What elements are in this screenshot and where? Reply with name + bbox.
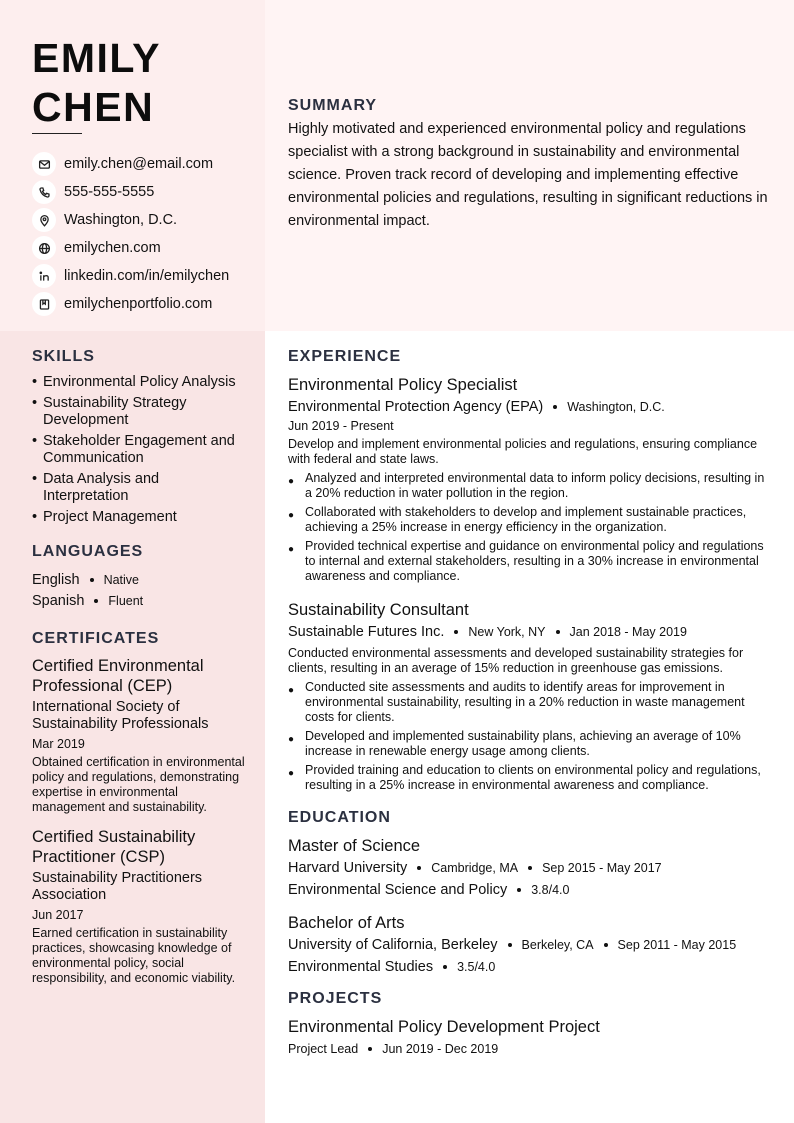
certificate-org: International Society of Sustainability Professionals — [32, 699, 209, 732]
contact-website-text: emilychen.com — [64, 240, 161, 256]
candidate-name — [32, 34, 252, 132]
linkedin-icon — [32, 264, 56, 288]
job-company: Sustainable Futures Inc. — [288, 624, 445, 640]
summary-section — [288, 97, 774, 233]
certificate-title: Certified Sustainability Practitioner (CSP) — [32, 828, 196, 866]
job-dates: Jun 2019 - Present — [288, 419, 394, 433]
first-name: EMILY — [32, 35, 162, 81]
certificates-section — [32, 630, 247, 986]
summary-heading: SUMMARY — [288, 97, 378, 114]
separator-dot — [556, 630, 560, 634]
projects-section — [288, 990, 774, 1059]
education-item — [288, 913, 774, 977]
separator-dot — [528, 866, 532, 870]
job-dates: Jan 2018 - May 2019 — [569, 625, 687, 639]
language-level: Fluent — [108, 593, 144, 608]
field-of-study: Environmental Studies — [288, 959, 434, 975]
skills-heading: SKILLS — [32, 348, 95, 365]
project-title: Environmental Policy Development Project — [288, 1018, 600, 1036]
school-name: University of California, Berkeley — [288, 937, 498, 953]
job-item — [288, 600, 774, 793]
skill-item: • Project Management — [32, 509, 177, 525]
left-column — [32, 348, 247, 998]
phone-icon — [32, 180, 56, 204]
contact-linkedin-text: linkedin.com/in/emilychen — [64, 268, 230, 284]
project-item — [288, 1017, 774, 1059]
contact-location — [32, 206, 262, 234]
name-divider — [32, 133, 82, 134]
education-item — [288, 836, 774, 900]
education-dates: Sep 2015 - May 2017 — [542, 861, 662, 875]
contact-phone-text: 555-555-5555 — [64, 184, 155, 200]
job-company: Environmental Protection Agency (EPA) — [288, 399, 544, 415]
language-item — [32, 569, 247, 590]
separator-dot — [94, 599, 98, 603]
certificate-item — [32, 656, 247, 815]
projects-heading: PROJECTS — [288, 990, 383, 1007]
school-name: Harvard University — [288, 860, 408, 876]
location-pin-icon — [32, 208, 56, 232]
job-bullet: ● Provided technical expertise and guidance on environmental policy and regulations to internal and external stakeholders, resulting in a 30% increase in environmental awareness and compliance. — [288, 539, 764, 583]
degree-title: Master of Science — [288, 837, 421, 855]
language-item — [32, 590, 247, 611]
job-meta — [288, 397, 774, 417]
job-bullet: ● Analyzed and interpreted environmental data to inform policy decisions, resulting in a 20% reduction in water pollution in the region. — [288, 471, 765, 500]
mail-icon — [32, 152, 56, 176]
job-description: Develop and implement environmental policies and regulations, ensuring compliance with federal and state laws. — [288, 437, 758, 466]
separator-dot — [517, 888, 521, 892]
gpa: 3.5/4.0 — [457, 960, 496, 974]
contact-portfolio[interactable] — [32, 290, 262, 318]
separator-dot — [90, 578, 94, 582]
gpa: 3.8/4.0 — [531, 883, 570, 897]
certificate-title: Certified Environmental Professional (CEP) — [32, 657, 204, 695]
job-location: New York, NY — [468, 625, 546, 639]
languages-heading: LANGUAGES — [32, 543, 144, 560]
job-bullet: ● Developed and implemented sustainability plans, achieving an average of 10% increase in renewable energy usage among clients. — [288, 729, 741, 758]
globe-icon — [32, 236, 56, 260]
certificate-date: Jun 2017 — [32, 908, 84, 922]
separator-dot — [508, 943, 512, 947]
job-bullets — [288, 471, 774, 584]
degree-title: Bachelor of Arts — [288, 914, 405, 932]
language-name: Spanish — [32, 592, 85, 609]
portfolio-icon — [32, 292, 56, 316]
experience-heading: EXPERIENCE — [288, 348, 402, 365]
job-bullet: ● Conducted site assessments and audits to identify areas for improvement in environmental sustainability, resulting in a 20% reduction in waste management costs for clients. — [288, 680, 745, 724]
project-dates: Jun 2019 - Dec 2019 — [382, 1042, 499, 1056]
skill-item: • Sustainability Strategy Development — [32, 395, 187, 428]
contact-email-text: emily.chen@email.com — [64, 156, 214, 172]
education-field-row — [288, 880, 774, 900]
job-bullets — [288, 680, 774, 793]
education-section — [288, 809, 774, 977]
job-meta — [288, 622, 774, 642]
contact-email[interactable] — [32, 150, 262, 178]
job-item — [288, 375, 774, 584]
skill-item: • Data Analysis and Interpretation — [32, 471, 160, 504]
education-dates: Sep 2011 - May 2015 — [617, 938, 737, 952]
job-title: Environmental Policy Specialist — [288, 376, 518, 394]
education-field-row — [288, 957, 774, 977]
job-title: Sustainability Consultant — [288, 601, 469, 619]
skill-item: • Stakeholder Engagement and Communication — [32, 433, 235, 466]
summary-text: Highly motivated and experienced environmental policy and regulations specialist with a strong background in sustainability and environmental science. Proven track record of developing and implementing effective environmental policies and regulations, resulting in significant reductions in environmental impact. — [288, 121, 768, 229]
separator-dot — [417, 866, 421, 870]
job-bullet: ● Provided training and education to clients on environmental policy and regulations, resulting in a 25% increase in environmental awareness and compliance. — [288, 763, 761, 792]
experience-section — [288, 348, 774, 793]
certificate-desc: Obtained certification in environmental policy and regulations, demonstrating expertise in environmental management and sustainability. — [32, 755, 245, 814]
contact-location-text: Washington, D.C. — [64, 212, 178, 228]
project-meta — [288, 1039, 774, 1059]
contact-phone[interactable] — [32, 178, 262, 206]
certificate-org: Sustainability Practitioners Association — [32, 870, 203, 903]
languages-section — [32, 543, 247, 611]
skills-list — [32, 374, 247, 526]
school-location: Cambridge, MA — [431, 861, 519, 875]
contact-list — [32, 150, 262, 318]
last-name: CHEN — [32, 84, 155, 130]
certificate-desc: Earned certification in sustainability practices, showcasing knowledge of environmental policy, social responsibility, and economic viability. — [32, 926, 236, 985]
language-name: English — [32, 571, 80, 588]
education-meta — [288, 935, 774, 955]
language-level: Native — [103, 572, 139, 587]
project-role: Project Lead — [288, 1042, 359, 1056]
separator-dot — [454, 630, 458, 634]
contact-website[interactable] — [32, 234, 262, 262]
school-location: Berkeley, CA — [521, 938, 594, 952]
skills-section — [32, 348, 247, 526]
right-column — [288, 348, 774, 1059]
education-meta — [288, 858, 774, 878]
separator-dot — [604, 943, 608, 947]
separator-dot — [553, 405, 557, 409]
field-of-study: Environmental Science and Policy — [288, 882, 508, 898]
job-location: Washington, D.C. — [567, 400, 665, 414]
certificates-heading: CERTIFICATES — [32, 630, 160, 647]
separator-dot — [443, 965, 447, 969]
separator-dot — [368, 1047, 372, 1051]
certificate-item — [32, 827, 247, 986]
job-description: Conducted environmental assessments and developed sustainability strategies for clients, resulting in an average of 15% reduction in greenhouse gas emissions. — [288, 646, 744, 675]
contact-portfolio-text: emilychenportfolio.com — [64, 296, 213, 312]
skill-item: • Environmental Policy Analysis — [32, 374, 236, 390]
certificate-date: Mar 2019 — [32, 737, 85, 751]
education-heading: EDUCATION — [288, 809, 391, 826]
contact-linkedin[interactable] — [32, 262, 262, 290]
job-bullet: ● Collaborated with stakeholders to develop and implement sustainable practices, achieving a 25% increase in energy efficiency in the organization. — [288, 505, 747, 534]
